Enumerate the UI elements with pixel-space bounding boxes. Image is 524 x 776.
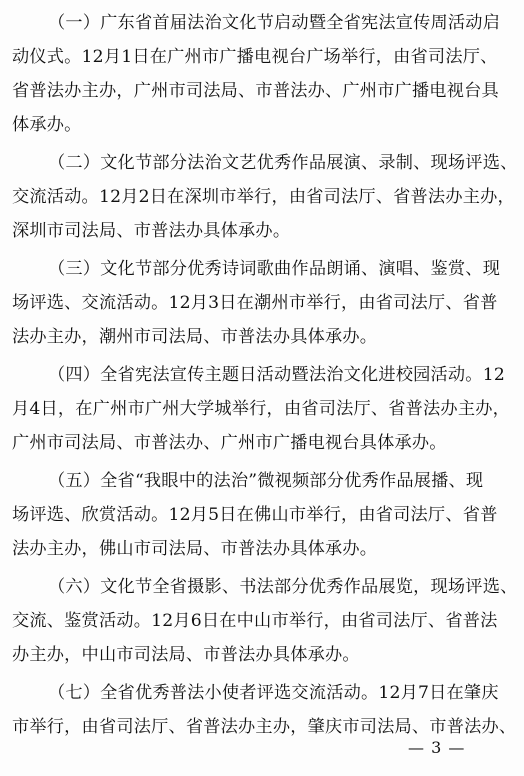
text-line: 场评选、交流活动。12月3日在潮州市举行，由省司法厅、省普: [12, 293, 498, 313]
text-line: （六）文化节全省摄影、书法部分优秀作品展览，现场评选、: [48, 577, 518, 597]
page-number: — 3 —: [408, 738, 466, 757]
text-line: （二）文化节部分法治文艺优秀作品展演、录制、现场评选、: [48, 153, 518, 173]
paragraph-3: [12, 252, 510, 354]
text-line: 体承办。: [12, 115, 82, 135]
text-line: （四）全省宪法宣传主题日活动暨法治文化进校园活动。12: [48, 365, 505, 385]
text-line: 交流、鉴赏活动。12月6日在中山市举行，由省司法厅、省普法: [12, 611, 498, 631]
text-line: 法办主办，潮州市司法局、市普法办具体承办。: [12, 327, 378, 347]
text-line: 广州市司法局、市普法办、广州市广播电视台具体承办。: [12, 433, 447, 453]
text-line: （三）文化节部分优秀诗词歌曲作品朗诵、演唱、鉴赏、现: [48, 259, 501, 279]
document-body: [12, 6, 518, 748]
text-line: 市举行，由省司法厅、省普法办主办，肇庆市司法局、市普法办、: [12, 717, 517, 737]
paragraph-7: [12, 676, 517, 744]
paragraph-6: [12, 570, 518, 672]
text-line: 深圳市司法局、市普法办具体承办。: [12, 221, 291, 241]
paragraph-2: [12, 146, 518, 248]
text-line: 场评选、欣赏活动。12月5日在佛山市举行，由省司法厅、省普: [12, 505, 498, 525]
paragraph-1: [12, 6, 510, 142]
text-line: 月4日，在广州市广州大学城举行，由省司法厅、省普法办主办，: [12, 399, 510, 419]
text-line: 省普法办主办，广州市司法局、市普法办、广州市广播电视台具: [12, 81, 499, 101]
text-line: 动仪式。12月1日在广州市广播电视台广场举行，由省司法厅、: [12, 47, 498, 67]
text-line: 办主办，中山市司法局、市普法办具体承办。: [12, 645, 360, 665]
text-line: （五）全省“我眼中的法治”微视频部分优秀作品展播、现: [48, 471, 484, 491]
text-line: 交流活动。12月2日在深圳市举行，由省司法厅、省普法办主办，: [12, 187, 515, 207]
paragraph-4: [12, 358, 510, 460]
paragraph-5: [12, 464, 510, 566]
text-line: （七）全省优秀普法小使者评选交流活动。12月7日在肇庆: [48, 683, 499, 703]
text-line: 法办主办，佛山市司法局、市普法办具体承办。: [12, 539, 378, 559]
text-line: （一）广东省首届法治文化节启动暨全省宪法宣传周活动启: [48, 13, 501, 33]
